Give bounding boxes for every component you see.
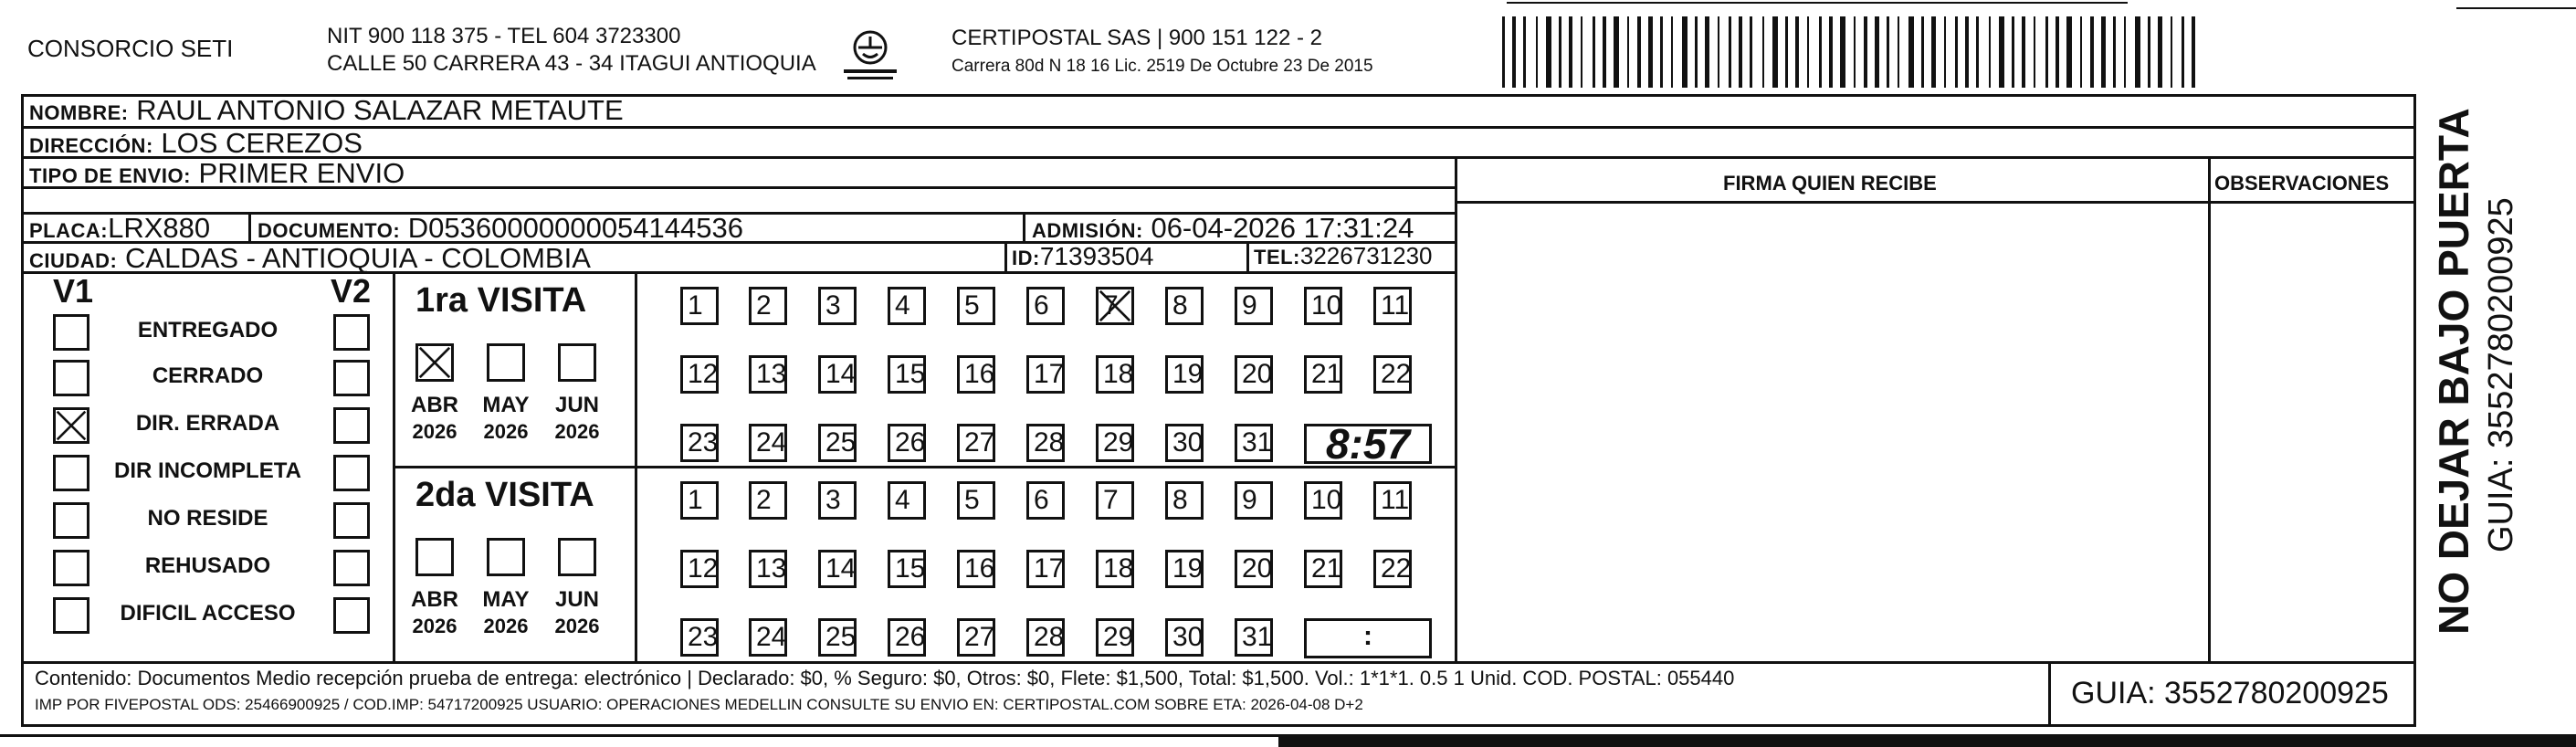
barcode-bar <box>1648 16 1653 88</box>
barcode-bar <box>1546 16 1551 88</box>
footer-content-line: Contenido: Documentos Medio recepción prueba de entrega: electrónico | Declarado: $0, % Seguro: $0, Otros: $0, Flete: $1,500, Total: $1,500. Vol.: 1*1*1. 0.5 1 Unid. COD. POSTAL: 055440 <box>35 667 1735 689</box>
field-divider <box>1023 212 1025 241</box>
month-year: 2026 <box>483 615 529 637</box>
barcode-bar <box>1795 16 1799 88</box>
top-divider-right <box>2456 7 2576 9</box>
v2-checkbox-3[interactable] <box>333 455 370 491</box>
barcode-bar <box>2158 16 2162 88</box>
day-number: 12 <box>688 359 719 389</box>
month-name: ABR <box>411 587 458 612</box>
visit-month-divider <box>393 466 635 468</box>
barcode-bar <box>1898 16 1899 88</box>
day-number: 17 <box>1034 359 1065 389</box>
day-number: 7 <box>1103 485 1119 515</box>
barcode-bar <box>1931 16 1936 88</box>
day-box[interactable] <box>818 618 857 657</box>
barcode-bar <box>1829 16 1833 88</box>
barcode <box>1502 0 2214 91</box>
barcode-bar <box>1840 16 1845 88</box>
day-number: 13 <box>756 359 787 389</box>
barcode-bar <box>2192 16 2195 88</box>
barcode-bar <box>1875 16 1879 88</box>
barcode-bar <box>1502 16 1505 88</box>
barcode-bar <box>2148 16 2150 88</box>
month-checkbox-may[interactable] <box>487 538 525 576</box>
footer-guia: GUIA: 3552780200925 <box>2071 676 2389 710</box>
day-box[interactable] <box>957 618 995 657</box>
column-header-divider <box>1455 201 2416 204</box>
month-name: MAY <box>482 587 530 612</box>
direccion-field: DIRECCIÓN: LOS CEREZOS <box>29 127 363 159</box>
day-number: 26 <box>895 427 926 458</box>
day-box[interactable] <box>1235 481 1273 520</box>
day-number: 6 <box>1034 290 1049 321</box>
barcode-bar <box>2022 16 2025 88</box>
day-number: 10 <box>1311 290 1342 321</box>
barcode-bar <box>1921 16 1924 88</box>
day-number: 19 <box>1172 553 1204 584</box>
day-number: 3 <box>825 485 841 515</box>
visit-time-box[interactable] <box>1304 618 1432 658</box>
barcode-bar <box>1772 16 1778 88</box>
day-number: 22 <box>1381 359 1412 389</box>
day-box[interactable] <box>749 550 787 588</box>
barcode-bar <box>1581 16 1582 88</box>
documento-field: DOCUMENTO: D05360000000054144536 <box>258 212 743 244</box>
barcode-bar <box>2101 16 2106 88</box>
day-number: 24 <box>756 622 787 652</box>
barcode-bar <box>1729 16 1731 88</box>
status-label: REHUSADO <box>144 553 271 578</box>
day-box[interactable] <box>1235 287 1273 325</box>
v1-checkbox-4[interactable] <box>53 502 89 539</box>
day-number: 12 <box>688 553 719 584</box>
col-divider-firma <box>1455 156 1457 661</box>
month-name: JUN <box>554 393 599 417</box>
month-year: 2026 <box>554 615 600 637</box>
certipostal-logo-icon <box>838 29 902 84</box>
day-box[interactable] <box>1304 550 1342 588</box>
day-box[interactable] <box>1096 618 1134 657</box>
day-box[interactable] <box>1026 287 1065 325</box>
ciudad-field: CIUDAD: CALDAS - ANTIOQUIA - COLOMBIA <box>29 242 591 274</box>
day-number: 25 <box>825 622 857 652</box>
day-box[interactable] <box>818 550 857 588</box>
day-number: 5 <box>964 485 980 515</box>
day-box[interactable] <box>1096 287 1134 325</box>
month-year: 2026 <box>483 420 529 443</box>
day-number: 9 <box>1242 290 1257 321</box>
barcode-bar <box>1593 16 1595 88</box>
barcode-bar <box>1739 16 1742 88</box>
v1-checkbox-6[interactable] <box>53 597 89 634</box>
day-box[interactable] <box>1096 481 1134 520</box>
barcode-bar <box>1989 16 1991 88</box>
barcode-bar <box>1944 16 1946 88</box>
day-number: 13 <box>756 553 787 584</box>
month-name: ABR <box>411 393 458 417</box>
barcode-bar <box>1512 16 1516 88</box>
barcode-bar <box>1908 16 1914 88</box>
day-number: 15 <box>895 553 926 584</box>
day-number: 14 <box>825 553 857 584</box>
day-box[interactable] <box>957 424 995 462</box>
day-box[interactable] <box>1026 481 1065 520</box>
nombre-field: NOMBRE: RAUL ANTONIO SALAZAR METAUTE <box>29 94 624 126</box>
license-line: Carrera 80d N 18 16 Lic. 2519 De Octubre 23 De 2015 <box>952 57 1373 76</box>
v2-checkbox-5[interactable] <box>333 550 370 586</box>
barcode-bar <box>2135 16 2140 88</box>
visit-time-box[interactable] <box>1304 420 1432 468</box>
footer-print-line: IMP POR FIVEPOSTAL ODS: 25466900925 / COD.IMP: 54717200925 USUARIO: OPERACIONES MEDELLIN CONSULTE SU ENVIO EN: CERTIPOSTAL.COM SOBRE ETA: 2026-04-08 D+2 <box>35 696 1363 713</box>
day-number: 27 <box>964 622 995 652</box>
barcode-bar <box>1559 16 1561 88</box>
day-number: 30 <box>1172 622 1204 652</box>
day-number: 2 <box>756 290 772 321</box>
day-number: 22 <box>1381 553 1412 584</box>
status-label: NO RESIDE <box>147 506 268 531</box>
company-name: CONSORCIO SETI <box>27 35 234 62</box>
day-box[interactable] <box>1165 287 1204 325</box>
day-box[interactable] <box>1304 355 1342 394</box>
barcode-bar <box>1887 16 1889 88</box>
day-box[interactable] <box>888 481 926 520</box>
day-number: 20 <box>1242 359 1273 389</box>
day-number: 10 <box>1311 485 1342 515</box>
barcode-bar <box>2066 16 2072 88</box>
day-box[interactable] <box>818 355 857 394</box>
v2-label: V2 <box>331 272 372 310</box>
day-number: 4 <box>895 290 910 321</box>
barcode-bar <box>1854 16 1856 88</box>
visit-time-value: : <box>1363 621 1372 651</box>
barcode-bar <box>2056 16 2059 88</box>
day-number: 15 <box>895 359 926 389</box>
v2-checkbox-1[interactable] <box>333 360 370 396</box>
day-number: 8 <box>1172 290 1188 321</box>
day-box[interactable] <box>749 355 787 394</box>
field-divider <box>248 212 251 241</box>
day-box[interactable] <box>1373 481 1412 520</box>
month-checkbox-abr[interactable] <box>415 538 454 576</box>
day-box[interactable] <box>818 424 857 462</box>
day-number: 9 <box>1242 485 1257 515</box>
day-box[interactable] <box>888 287 926 325</box>
day-number: 8 <box>1172 485 1188 515</box>
barcode-bar <box>1762 16 1764 88</box>
day-number: 18 <box>1103 359 1134 389</box>
day-box[interactable] <box>1373 355 1412 394</box>
placa-field: PLACA:LRX880 <box>29 212 211 244</box>
day-number: 18 <box>1103 553 1134 584</box>
day-box[interactable] <box>680 550 719 588</box>
day-box[interactable] <box>888 355 926 394</box>
barcode-bar <box>2034 16 2035 88</box>
day-box[interactable] <box>1373 550 1412 588</box>
id-field: ID:71393504 <box>1012 242 1154 270</box>
day-number: 29 <box>1103 622 1134 652</box>
day-box[interactable] <box>680 618 719 657</box>
day-box[interactable] <box>957 287 995 325</box>
day-number: 1 <box>688 290 703 321</box>
v2-checkbox-0[interactable] <box>333 314 370 351</box>
col-divider-right <box>2413 94 2416 727</box>
day-number: 2 <box>756 485 772 515</box>
barcode-bar <box>1637 16 1641 88</box>
day-number: 19 <box>1172 359 1204 389</box>
day-box[interactable] <box>749 618 787 657</box>
barcode-bar <box>1718 16 1719 88</box>
firma-header: FIRMA QUIEN RECIBE <box>1723 172 1937 195</box>
day-number: 31 <box>1242 427 1273 458</box>
barcode-bar <box>1819 16 1822 88</box>
v1-checkbox-0[interactable] <box>53 314 89 351</box>
day-number: 11 <box>1381 485 1410 515</box>
field-divider <box>1246 241 1249 271</box>
barcode-bar <box>1603 16 1606 88</box>
day-number: 30 <box>1172 427 1204 458</box>
day-number: 3 <box>825 290 841 321</box>
barcode-bar <box>1695 16 1698 88</box>
barcode-bar <box>1965 16 1969 88</box>
top-divider <box>1507 2 2128 4</box>
day-box[interactable] <box>1304 481 1342 520</box>
v2-checkbox-2[interactable] <box>333 407 370 444</box>
day-box[interactable] <box>680 481 719 520</box>
barcode-bar <box>1671 16 1673 88</box>
v2-checkbox-6[interactable] <box>333 597 370 634</box>
visit-title: 1ra VISITA <box>415 281 587 320</box>
month-year: 2026 <box>554 420 600 443</box>
day-box[interactable] <box>680 287 719 325</box>
month-checkbox-jun[interactable] <box>558 343 596 382</box>
day-box[interactable] <box>1235 355 1273 394</box>
v1-checkbox-1[interactable] <box>53 360 89 396</box>
day-box[interactable] <box>1026 550 1065 588</box>
barcode-bar <box>1536 16 1538 88</box>
day-box[interactable] <box>888 424 926 462</box>
nit-line: NIT 900 118 375 - TEL 604 3723300 <box>327 24 681 48</box>
day-box[interactable] <box>1373 287 1412 325</box>
day-number: 11 <box>1381 290 1410 321</box>
day-box[interactable] <box>1165 618 1204 657</box>
day-box[interactable] <box>1026 618 1065 657</box>
day-box[interactable] <box>1096 424 1134 462</box>
status-label: CERRADO <box>152 363 264 388</box>
day-number: 25 <box>825 427 857 458</box>
barcode-bar <box>1627 16 1629 88</box>
month-checkbox-may[interactable] <box>487 343 525 382</box>
address-line: CALLE 50 CARRERA 43 - 34 ITAGUI ANTIOQUIA <box>327 51 816 76</box>
day-number: 6 <box>1034 485 1049 515</box>
day-box[interactable] <box>1304 287 1342 325</box>
day-box[interactable] <box>818 481 857 520</box>
day-number: 28 <box>1034 622 1065 652</box>
tel-field: TEL:3226731230 <box>1254 242 1433 269</box>
month-checkbox-jun[interactable] <box>558 538 596 576</box>
tipo-envio-field: TIPO DE ENVIO: PRIMER ENVIO <box>29 157 405 189</box>
visit-time-value: 8:57 <box>1325 420 1411 468</box>
barcode-bar <box>2045 16 2048 88</box>
day-number: 23 <box>688 622 719 652</box>
status-label: ENTREGADO <box>137 318 279 342</box>
col-divider-obs <box>2208 156 2211 661</box>
day-box[interactable] <box>1026 355 1065 394</box>
day-box[interactable] <box>1235 550 1273 588</box>
day-box[interactable] <box>749 481 787 520</box>
day-number: 17 <box>1034 553 1065 584</box>
admision-field: ADMISIÓN: 06-04-2026 17:31:24 <box>1032 212 1414 244</box>
day-number: 31 <box>1242 622 1273 652</box>
day-number: 28 <box>1034 427 1065 458</box>
day-number: 24 <box>756 427 787 458</box>
day-box[interactable] <box>749 424 787 462</box>
day-number: 29 <box>1103 427 1134 458</box>
day-box[interactable] <box>1096 355 1134 394</box>
barcode-bar <box>1864 16 1867 88</box>
day-box[interactable] <box>1165 550 1204 588</box>
barcode-bar <box>1750 16 1752 88</box>
day-box[interactable] <box>888 618 926 657</box>
day-number: 16 <box>964 359 995 389</box>
day-number: 27 <box>964 427 995 458</box>
day-number: 26 <box>895 622 926 652</box>
barcode-bar <box>1999 16 2004 88</box>
v1-checkbox-5[interactable] <box>53 550 89 586</box>
barcode-bar <box>1785 16 1788 88</box>
day-box[interactable] <box>957 550 995 588</box>
day-number: 21 <box>1311 359 1342 389</box>
day-number: 23 <box>688 427 719 458</box>
day-box[interactable] <box>1096 550 1134 588</box>
v2-checkbox-4[interactable] <box>333 502 370 539</box>
day-number: 5 <box>964 290 980 321</box>
day-box[interactable] <box>680 424 719 462</box>
month-name: MAY <box>482 393 530 417</box>
footer-divider <box>21 661 2416 664</box>
barcode-bar <box>1807 16 1809 88</box>
barcode-bar <box>2090 16 2094 88</box>
status-label: DIFICIL ACCESO <box>120 601 296 626</box>
day-number: 14 <box>825 359 857 389</box>
day-number: 20 <box>1242 553 1273 584</box>
day-box[interactable] <box>680 355 719 394</box>
barcode-bar <box>2080 16 2082 88</box>
status-label: DIR INCOMPLETA <box>114 458 301 483</box>
day-box[interactable] <box>957 481 995 520</box>
month-year: 2026 <box>412 420 457 443</box>
day-box[interactable] <box>957 355 995 394</box>
day-number: 7 <box>1103 290 1119 321</box>
day-number: 21 <box>1311 553 1342 584</box>
barcode-bar <box>2171 16 2172 88</box>
barcode-bar <box>1660 16 1663 88</box>
day-box[interactable] <box>1235 618 1273 657</box>
month-year: 2026 <box>412 615 457 637</box>
day-box[interactable] <box>1026 424 1065 462</box>
barcode-bar <box>1523 16 1526 88</box>
day-number: 16 <box>964 553 995 584</box>
v1-checkbox-2[interactable] <box>53 407 89 444</box>
footer-divider-v <box>2048 661 2051 727</box>
barcode-bar <box>1955 16 1958 88</box>
barcode-bar <box>2012 16 2014 88</box>
month-checkbox-abr[interactable] <box>415 343 454 382</box>
barcode-bar <box>1976 16 1979 88</box>
courier-line: CERTIPOSTAL SAS | 900 151 122 - 2 <box>952 26 1322 50</box>
barcode-bar <box>1705 16 1709 88</box>
day-box[interactable] <box>749 287 787 325</box>
barcode-bar <box>2124 16 2126 88</box>
bottom-bar <box>1278 736 2576 747</box>
barcode-bar <box>2182 16 2184 88</box>
barcode-bar <box>1569 16 1572 88</box>
field-divider <box>1004 241 1007 271</box>
day-box[interactable] <box>1165 481 1204 520</box>
barcode-bar <box>1682 16 1688 88</box>
barcode-bar <box>2113 16 2116 88</box>
barcode-bar <box>1614 16 1619 88</box>
day-box[interactable] <box>818 287 857 325</box>
day-number: 4 <box>895 485 910 515</box>
day-box[interactable] <box>888 550 926 588</box>
visit-title: 2da VISITA <box>415 476 594 514</box>
observaciones-header: OBSERVACIONES <box>2214 172 2390 195</box>
month-name: JUN <box>554 587 599 612</box>
day-number: 1 <box>688 485 703 515</box>
day-box[interactable] <box>1235 424 1273 462</box>
v1-label: V1 <box>53 272 94 310</box>
day-box[interactable] <box>1165 424 1204 462</box>
status-label: DIR. ERRADA <box>135 411 280 436</box>
day-box[interactable] <box>1165 355 1204 394</box>
v1-checkbox-3[interactable] <box>53 455 89 491</box>
